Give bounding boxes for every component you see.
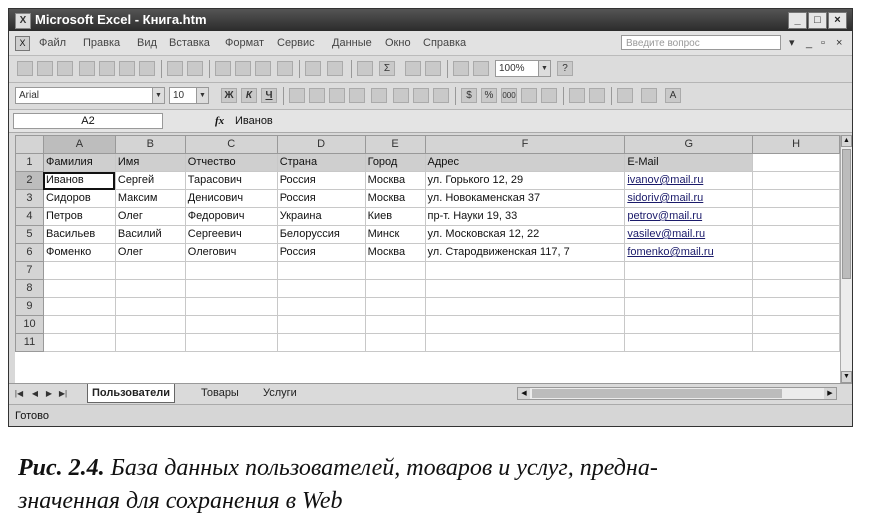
cell[interactable] <box>425 262 625 280</box>
menu-data[interactable]: Данные <box>332 37 372 49</box>
decrease-indent-icon[interactable] <box>569 88 585 103</box>
cell[interactable] <box>753 226 840 244</box>
cell[interactable] <box>365 298 425 316</box>
horizontal-scrollbar[interactable] <box>517 387 837 400</box>
cell[interactable] <box>425 316 625 334</box>
cell[interactable]: Фамилия <box>43 154 115 172</box>
menu-bar <box>9 31 852 56</box>
research-icon[interactable] <box>187 61 203 76</box>
cell[interactable]: Украина <box>277 208 365 226</box>
thousands-button[interactable]: 000 <box>501 88 517 103</box>
hyperlink-icon[interactable] <box>357 61 373 76</box>
cell[interactable] <box>185 280 277 298</box>
cell[interactable]: ivanov@mail.ru <box>625 172 753 190</box>
cell[interactable]: Фоменко <box>43 244 115 262</box>
underline-button[interactable]: Ч <box>261 88 277 103</box>
status-text: Готово <box>15 410 49 422</box>
cell[interactable]: Белоруссия <box>277 226 365 244</box>
cell[interactable] <box>753 262 840 280</box>
doc-minimize-icon[interactable]: _ <box>806 37 813 49</box>
cell[interactable]: Город <box>365 154 425 172</box>
function-icon[interactable]: fx <box>215 115 225 127</box>
menu-insert[interactable]: Вставка <box>169 37 210 49</box>
cell[interactable]: Сергей <box>115 172 185 190</box>
paste-icon[interactable] <box>255 61 271 76</box>
chevron-down-icon: ▼ <box>196 88 208 103</box>
doc-close-icon[interactable]: × <box>836 37 843 49</box>
cell[interactable] <box>753 280 840 298</box>
cell[interactable] <box>365 262 425 280</box>
cell[interactable]: Отчество <box>185 154 277 172</box>
align-left-icon[interactable] <box>289 88 305 103</box>
cell[interactable] <box>43 262 115 280</box>
cell[interactable] <box>425 298 625 316</box>
column-header-b[interactable]: B <box>115 136 185 154</box>
font-size-value: 10 <box>173 90 185 101</box>
cell[interactable] <box>365 316 425 334</box>
text-direction-ltr-icon[interactable] <box>393 88 409 103</box>
help-dropdown-icon[interactable]: ▾ <box>789 37 795 49</box>
cell[interactable] <box>43 280 115 298</box>
chevron-down-icon: ▼ <box>538 61 550 76</box>
cut-icon[interactable] <box>215 61 231 76</box>
minimize-button[interactable]: _ <box>788 12 807 29</box>
scroll-left-icon[interactable]: ◀ <box>518 388 530 399</box>
column-header-c[interactable]: C <box>185 136 277 154</box>
caption-text: База данных пользователей, товаров и услуг, предна- <box>110 455 658 481</box>
formatting-toolbar <box>9 83 852 110</box>
cell[interactable] <box>753 334 840 352</box>
column-header-h[interactable]: H <box>753 136 840 154</box>
help-icon[interactable]: ? <box>557 61 573 76</box>
cell[interactable]: Олег <box>115 208 185 226</box>
select-all-corner[interactable] <box>16 136 44 154</box>
cell[interactable]: Олег <box>115 244 185 262</box>
excel-window <box>8 8 853 427</box>
row-header[interactable]: 11 <box>16 334 44 352</box>
cell[interactable] <box>43 316 115 334</box>
status-bar <box>9 404 852 427</box>
redo-icon[interactable] <box>327 61 343 76</box>
cell[interactable] <box>625 280 753 298</box>
increase-indent-icon[interactable] <box>589 88 605 103</box>
cell[interactable] <box>43 334 115 352</box>
table-row <box>16 244 840 262</box>
cell[interactable]: Москва <box>365 190 425 208</box>
open-icon[interactable] <box>37 61 53 76</box>
vertical-scrollbar[interactable] <box>840 135 853 383</box>
cell[interactable]: Максим <box>115 190 185 208</box>
cell[interactable] <box>753 172 840 190</box>
text-direction-icon[interactable] <box>433 88 449 103</box>
column-header-f[interactable]: F <box>425 136 625 154</box>
increase-decimal-icon[interactable] <box>521 88 537 103</box>
borders-icon[interactable] <box>617 88 633 103</box>
menu-edit[interactable]: Правка <box>83 37 121 49</box>
menu-window[interactable]: Окно <box>385 37 411 49</box>
caption-number: Рис. 2.4. <box>18 455 105 481</box>
table-row <box>16 172 840 190</box>
row-header[interactable]: 8 <box>16 280 44 298</box>
worksheet-grid <box>15 135 840 383</box>
cell[interactable]: Петров <box>43 208 115 226</box>
cell[interactable]: пр-т. Науки 19, 33 <box>425 208 625 226</box>
cell[interactable]: Тарасович <box>185 172 277 190</box>
cell[interactable] <box>753 298 840 316</box>
cell[interactable]: ул. Горького 12, 29 <box>425 172 625 190</box>
header-data-row <box>16 154 840 172</box>
standard-toolbar <box>9 56 852 83</box>
justify-icon[interactable] <box>349 88 365 103</box>
worksheet-table <box>15 135 840 352</box>
menu-view[interactable]: Вид <box>137 37 157 49</box>
cell[interactable] <box>625 262 753 280</box>
excel-app-icon: X <box>15 13 31 29</box>
cell[interactable]: E-Mail <box>625 154 753 172</box>
row-header[interactable]: 5 <box>16 226 44 244</box>
cell[interactable]: Адрес <box>425 154 625 172</box>
cell[interactable] <box>43 298 115 316</box>
font-color-icon[interactable]: A <box>665 88 681 103</box>
cell[interactable]: fomenko@mail.ru <box>625 244 753 262</box>
font-value: Arial <box>19 90 40 101</box>
text-direction-rtl-icon[interactable] <box>413 88 429 103</box>
merge-center-icon[interactable] <box>371 88 387 103</box>
next-sheet-icon[interactable]: ▶ <box>45 389 53 398</box>
row-header[interactable]: 4 <box>16 208 44 226</box>
table-row <box>16 298 840 316</box>
table-row <box>16 334 840 352</box>
cell[interactable] <box>115 316 185 334</box>
cell[interactable]: Россия <box>277 190 365 208</box>
align-center-icon[interactable] <box>309 88 325 103</box>
cell[interactable]: Минск <box>365 226 425 244</box>
cell[interactable] <box>753 244 840 262</box>
cell[interactable] <box>277 316 365 334</box>
cell[interactable] <box>277 262 365 280</box>
row-header[interactable]: 2 <box>16 172 44 190</box>
formula-bar <box>9 110 852 133</box>
menu-help[interactable]: Справка <box>423 37 467 49</box>
cell[interactable]: sidoriv@mail.ru <box>625 190 753 208</box>
zoom-value: 100% <box>499 63 525 74</box>
cell[interactable]: Денисович <box>185 190 277 208</box>
cell[interactable]: Иванов <box>43 172 115 190</box>
format-painter-icon[interactable] <box>277 61 293 76</box>
tab-products[interactable]: Товары <box>201 387 239 399</box>
font-select[interactable] <box>15 87 165 104</box>
cell[interactable]: Василий <box>115 226 185 244</box>
sort-descending-icon[interactable] <box>425 61 441 76</box>
cell[interactable]: Москва <box>365 172 425 190</box>
row-header[interactable]: 1 <box>16 154 44 172</box>
cell[interactable] <box>115 334 185 352</box>
cell[interactable]: Федорович <box>185 208 277 226</box>
cell[interactable] <box>185 298 277 316</box>
chart-wizard-icon[interactable] <box>453 61 469 76</box>
name-box[interactable]: A2 <box>13 113 163 129</box>
scroll-thumb[interactable] <box>842 149 851 279</box>
cell[interactable] <box>115 298 185 316</box>
table-row <box>16 208 840 226</box>
print-preview-icon[interactable] <box>139 61 155 76</box>
cell[interactable] <box>625 334 753 352</box>
align-right-icon[interactable] <box>329 88 345 103</box>
maximize-button[interactable]: □ <box>808 12 827 29</box>
undo-icon[interactable] <box>305 61 321 76</box>
sheet-tab-bar <box>9 383 852 404</box>
currency-button[interactable]: $ <box>461 88 477 103</box>
cell[interactable]: Имя <box>115 154 185 172</box>
autosum-button[interactable]: Σ <box>379 61 395 76</box>
column-header-row <box>16 136 840 154</box>
row-header[interactable]: 9 <box>16 298 44 316</box>
cell[interactable] <box>277 334 365 352</box>
window-title: Microsoft Excel - Книга.htm <box>35 12 207 27</box>
scroll-up-icon[interactable]: ▲ <box>841 135 852 147</box>
formula-input[interactable]: Иванов <box>235 115 273 127</box>
doc-restore-icon[interactable]: ▫ <box>821 37 825 49</box>
zoom-select[interactable] <box>495 60 551 77</box>
cell[interactable] <box>625 316 753 334</box>
prev-sheet-icon[interactable]: ◀ <box>31 389 39 398</box>
hscroll-thumb[interactable] <box>532 389 782 398</box>
table-row <box>16 280 840 298</box>
cell[interactable] <box>185 334 277 352</box>
bold-button[interactable]: Ж <box>221 88 237 103</box>
close-button[interactable]: × <box>828 12 847 29</box>
cell[interactable]: Москва <box>365 244 425 262</box>
email-icon[interactable] <box>99 61 115 76</box>
column-header-d[interactable]: D <box>277 136 365 154</box>
help-question-input[interactable]: Введите вопрос <box>621 35 781 50</box>
column-header-e[interactable]: E <box>365 136 425 154</box>
cell[interactable] <box>277 280 365 298</box>
tab-services[interactable]: Услуги <box>263 387 297 399</box>
cell[interactable] <box>753 154 840 172</box>
table-row <box>16 190 840 208</box>
caption-text-line2: значенная для сохранения в Web <box>18 488 343 514</box>
last-sheet-icon[interactable]: ▶| <box>58 389 68 398</box>
chevron-down-icon: ▼ <box>152 88 164 103</box>
row-header[interactable]: 10 <box>16 316 44 334</box>
cell[interactable] <box>425 280 625 298</box>
row-header[interactable]: 7 <box>16 262 44 280</box>
menu-file[interactable]: Файл <box>39 37 67 49</box>
copy-icon[interactable] <box>235 61 251 76</box>
cell[interactable]: Сергеевич <box>185 226 277 244</box>
cell[interactable] <box>185 262 277 280</box>
cell[interactable] <box>277 298 365 316</box>
cell[interactable] <box>365 334 425 352</box>
cell[interactable]: ул. Стародвиженская 117, 7 <box>425 244 625 262</box>
column-header-g[interactable]: G <box>625 136 753 154</box>
fill-color-icon[interactable] <box>641 88 657 103</box>
cell[interactable]: vasilev@mail.ru <box>625 226 753 244</box>
table-row <box>16 316 840 334</box>
cell[interactable] <box>425 334 625 352</box>
cell[interactable] <box>185 316 277 334</box>
cell[interactable]: petrov@mail.ru <box>625 208 753 226</box>
save-icon[interactable] <box>57 61 73 76</box>
cell[interactable] <box>753 208 840 226</box>
scroll-right-icon[interactable]: ▶ <box>824 388 836 399</box>
spelling-icon[interactable] <box>167 61 183 76</box>
print-icon[interactable] <box>119 61 135 76</box>
cell[interactable] <box>625 298 753 316</box>
font-size-select[interactable] <box>169 87 209 104</box>
permission-icon[interactable] <box>79 61 95 76</box>
percent-button[interactable]: % <box>481 88 497 103</box>
document-icon[interactable]: X <box>15 36 30 51</box>
row-header[interactable]: 6 <box>16 244 44 262</box>
drawing-icon[interactable] <box>473 61 489 76</box>
table-row <box>16 226 840 244</box>
italic-button[interactable]: К <box>241 88 257 103</box>
cell[interactable]: Сидоров <box>43 190 115 208</box>
first-sheet-icon[interactable]: |◀ <box>14 389 24 398</box>
cell[interactable]: Россия <box>277 172 365 190</box>
row-header[interactable]: 3 <box>16 190 44 208</box>
cell[interactable]: Киев <box>365 208 425 226</box>
cell[interactable]: Олегович <box>185 244 277 262</box>
cell[interactable] <box>753 190 840 208</box>
menu-tools[interactable]: Сервис <box>277 37 315 49</box>
tab-users[interactable]: Пользователи <box>87 384 175 403</box>
column-header-a[interactable]: A <box>43 136 115 154</box>
scroll-down-icon[interactable]: ▼ <box>841 371 852 383</box>
cell[interactable] <box>115 262 185 280</box>
cell[interactable]: Васильев <box>43 226 115 244</box>
menu-format[interactable]: Формат <box>225 37 265 49</box>
title-bar <box>9 9 852 31</box>
table-row <box>16 262 840 280</box>
sort-ascending-icon[interactable] <box>405 61 421 76</box>
cell[interactable]: ул. Московская 12, 22 <box>425 226 625 244</box>
cell[interactable]: ул. Новокаменская 37 <box>425 190 625 208</box>
cell[interactable]: Страна <box>277 154 365 172</box>
cell[interactable] <box>365 280 425 298</box>
cell[interactable] <box>753 316 840 334</box>
figure-caption <box>18 452 858 518</box>
cell[interactable]: Россия <box>277 244 365 262</box>
decrease-decimal-icon[interactable] <box>541 88 557 103</box>
new-icon[interactable] <box>17 61 33 76</box>
cell[interactable] <box>115 280 185 298</box>
